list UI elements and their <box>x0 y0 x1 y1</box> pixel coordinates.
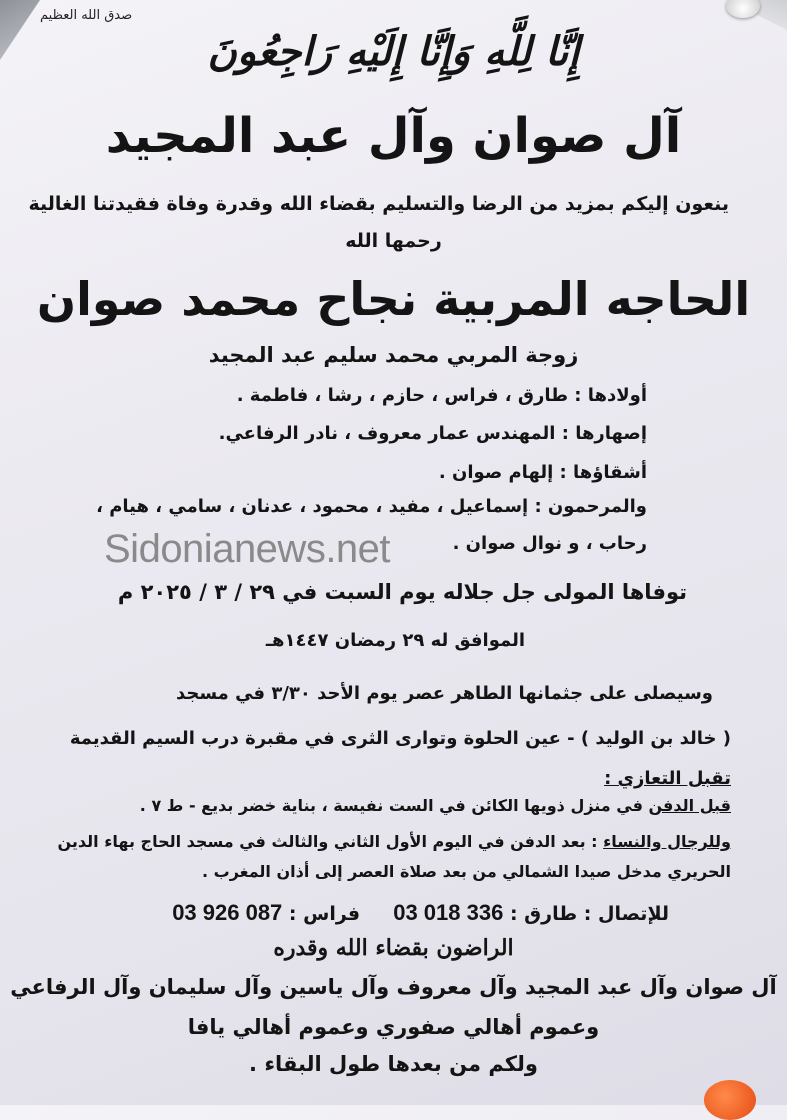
families-line-2: وعموم أهالي صفوري وعموم أهالي يافا <box>187 1015 600 1039</box>
men-women-label: وللرجال والنساء <box>603 832 731 851</box>
late-siblings-line-1: والمرحمون : إسماعيل ، مفيد ، محمود ، عدنان ، سامي ، هيام ، <box>96 496 647 517</box>
families-line-1: آل صوان وآل عبد المجيد وآل معروف وآل ياسين وآل سليمان وآل الرفاعي <box>10 975 777 999</box>
mercy-text: رحمها الله <box>345 230 442 252</box>
late-siblings-line-2: رحاب ، و نوال صوان . <box>452 533 647 554</box>
watermark: Sidonianews.net <box>104 527 391 571</box>
before-burial-text: في منزل ذويها الكائن في الست نفيسة ، بناية خضر بديع - ط ٧ . <box>139 796 643 815</box>
phone-number-2: 03 926 087 <box>172 900 283 925</box>
families-title: آل صوان وآل عبد المجيد <box>105 108 682 164</box>
closing-line: ولكم من بعدها طول البقاء . <box>249 1052 538 1076</box>
acceptance-line: الراضون بقضاء الله وقدره <box>273 935 514 961</box>
header-note: صدق الله العظيم <box>40 8 133 23</box>
men-women-text-1: : بعد الدفن في اليوم الأول الثاني والثالث في مسجد الحاج بهاء الدين <box>57 832 598 851</box>
sisters-line: أشقاؤها : إلهام صوان . <box>438 462 647 483</box>
funeral-line-2: ( خالد بن الوليد ) - عين الحلوة وتوارى الثرى في مقبرة درب السيم القديمة <box>69 728 731 749</box>
spouse-line: زوجة المربي محمد سليم عبد المجيد <box>208 343 579 367</box>
hijri-date: الموافق له ٢٩ رمضان ١٤٤٧هـ <box>265 630 525 651</box>
funeral-line-1: وسيصلى على جثمانها الطاهر عصر يوم الأحد ٣/٣٠ في مسجد <box>175 683 713 704</box>
condolences-title: تقبل التعازي : <box>604 768 731 789</box>
men-women-line <box>58 832 732 851</box>
before-burial-line <box>140 796 731 815</box>
men-women-text-2: الحريري مدخل صيدا الشمالي من بعد صلاة العصر إلى أذان المغرب . <box>201 862 731 881</box>
red-pin-icon <box>704 1080 756 1120</box>
intro-text: ينعون إليكم بمزيد من الرضا والتسليم بقضاء الله وقدرة وفاة فقيدتنا الغالية <box>28 193 729 215</box>
quran-verse: إِنَّا لِلَّهِ وَإِنَّا إِلَيْهِ رَاجِعُونَ <box>207 28 580 75</box>
deceased-name: الحاجه المربية نجاح محمد صوان <box>36 272 751 326</box>
contact-label: للإتصال : <box>583 903 669 925</box>
contact-line <box>172 900 669 926</box>
in-laws-line: إصهارها : المهندس عمار معروف ، نادر الرفاعي. <box>218 423 647 444</box>
contact-name-2: فراس : <box>288 903 361 925</box>
children-line: أولادها : طارق ، فراس ، حازم ، رشا ، فاطمة . <box>236 385 647 406</box>
contact-name-1: طارق : <box>509 903 578 925</box>
push-pin-icon <box>726 0 760 18</box>
death-date: توفاها المولى جل جلاله يوم السبت في ٢٩ / ٣ / ٢٠٢٥ م <box>117 580 687 604</box>
before-burial-label: قبل الدفن <box>648 796 731 815</box>
phone-number-1: 03 018 336 <box>393 900 504 925</box>
